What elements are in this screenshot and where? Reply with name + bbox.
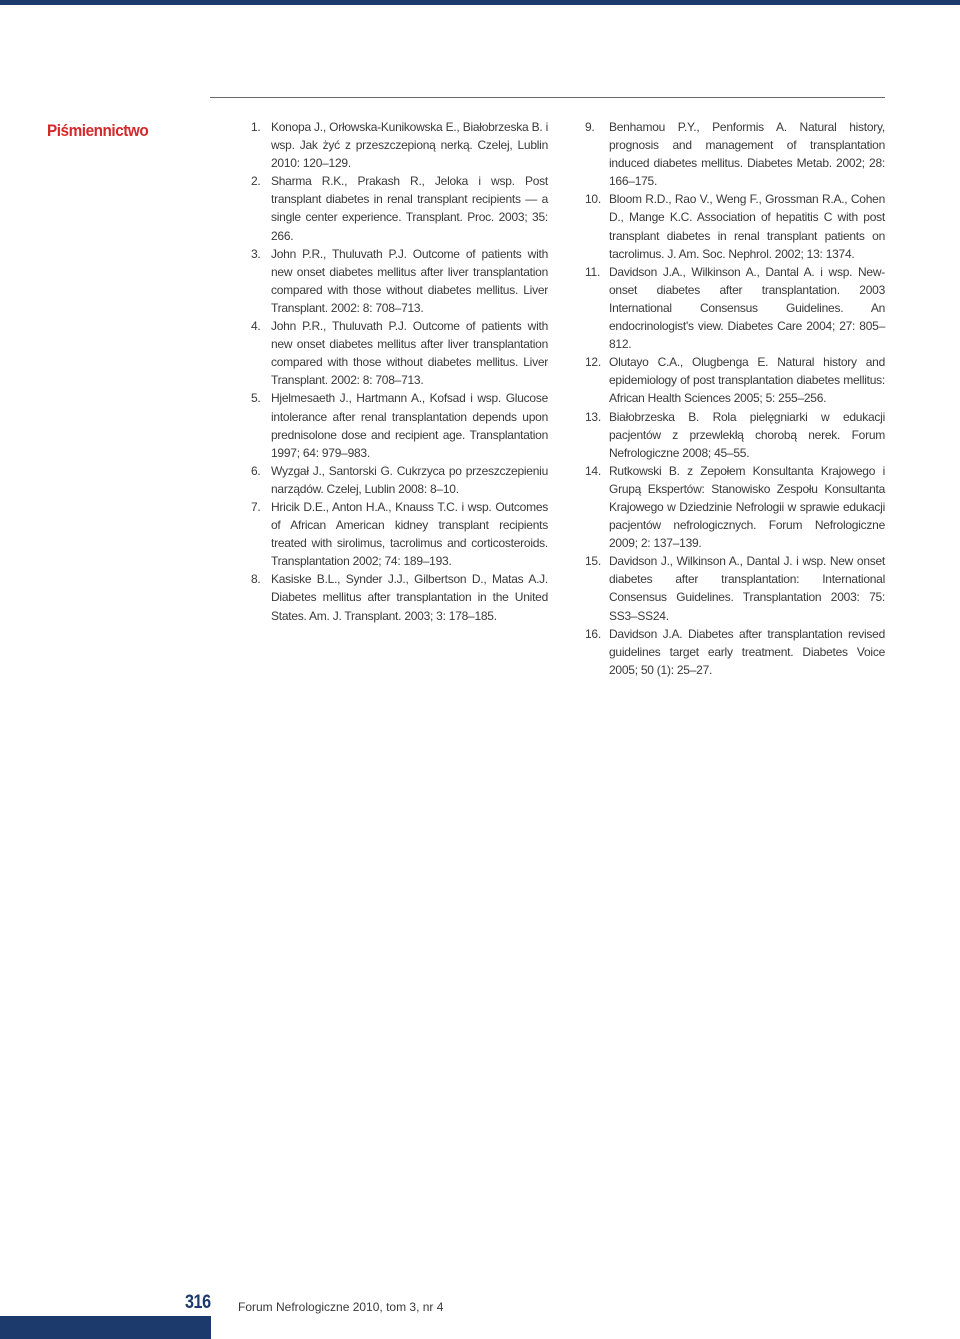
footer-color-bar xyxy=(0,1316,211,1339)
reference-number: 10. xyxy=(585,192,601,207)
reference-number: 16. xyxy=(585,626,601,641)
reference-text: Hjelmesaeth J., Hartmann A., Kofsad i wsp. Glucose intolerance after renal transplantation depends upon prednisolone dose and recipient age. Transplantation 1997; 64: 979–983. xyxy=(271,391,548,460)
reference-number: 9. xyxy=(585,120,595,134)
reference-item-9 xyxy=(585,118,885,190)
reference-text: Olutayo C.A., Olugbenga E. Natural history and epidemiology of post transplantation diabetes mellitus: African Health Sciences 2005; 5: 255–256. xyxy=(609,355,885,406)
reference-number: 11. xyxy=(585,264,601,279)
header-rule xyxy=(210,97,885,98)
reference-number: 5. xyxy=(251,391,261,406)
reference-item-15 xyxy=(585,552,885,624)
reference-item-4 xyxy=(251,317,548,389)
reference-item-12 xyxy=(585,353,885,407)
reference-item-16 xyxy=(585,625,885,679)
reference-item-8 xyxy=(251,570,548,624)
reference-number: 15. xyxy=(585,554,601,569)
reference-item-1 xyxy=(251,118,548,172)
reference-item-14 xyxy=(585,462,885,552)
reference-number: 7. xyxy=(251,499,261,514)
reference-item-6 xyxy=(251,462,548,498)
reference-text: Benhamou P.Y., Penformis A. Natural history, prognosis and management of transplantation induced diabetes mellitus. Diabetes Metab. 2002; 28: 166–175. xyxy=(609,120,885,189)
reference-item-5 xyxy=(251,389,548,461)
reference-text: John P.R., Thuluvath P.J. Outcome of patients with new onset diabetes mellitus after liver transplantation compared with those without diabetes mellitus. Liver Transplant. 2002: 8: 708–713. xyxy=(271,246,548,315)
reference-number: 6. xyxy=(251,463,261,478)
page-number: 316 xyxy=(185,1292,211,1313)
reference-number: 1. xyxy=(251,120,261,134)
references-column-left xyxy=(251,118,548,625)
reference-item-3 xyxy=(251,245,548,317)
reference-text: John P.R., Thuluvath P.J. Outcome of patients with new onset diabetes mellitus after liver transplantation compared with those without diabetes mellitus. Liver Transplant. 2002: 8: 708–713. xyxy=(271,319,548,388)
reference-number: 4. xyxy=(251,319,261,334)
section-heading: Piśmiennictwo xyxy=(47,121,149,140)
reference-text: Bloom R.D., Rao V., Weng F., Grossman R.A., Cohen D., Mange K.C. Association of hepatitis C with post transplant diabetes in renal transplant patients on tacrolimus. J. Am. Soc. Nephrol. 2002; 13: 1374. xyxy=(609,192,885,261)
reference-text: Hricik D.E., Anton H.A., Knauss T.C. i wsp. Outcomes of African American kidney transplant recipients treated with sirolimus, tacrolimus and corticosteroids. Transplantation 2002; 74: 189–193. xyxy=(271,499,548,569)
references-column-right xyxy=(585,118,885,679)
reference-text: Davidson J., Wilkinson A., Dantal J. i wsp. New onset diabetes after transplantation: International Consensus Guidelines. Transplantation 2003: 75: SS3–SS24. xyxy=(609,554,885,623)
reference-item-7 xyxy=(251,498,548,570)
reference-number: 2. xyxy=(251,174,261,189)
reference-text: Sharma R.K., Prakash R., Jeloka i wsp. Post transplant diabetes in renal transplant recipients — a single center experience. Transplant. Proc. 2003; 35: 266. xyxy=(271,174,548,243)
reference-item-13 xyxy=(585,408,885,462)
reference-item-2 xyxy=(251,172,548,244)
reference-number: 12. xyxy=(585,355,601,370)
reference-item-10 xyxy=(585,190,885,262)
journal-footer: Forum Nefrologiczne 2010, tom 3, nr 4 xyxy=(238,1300,444,1314)
reference-number: 8. xyxy=(251,572,261,587)
reference-text: Konopa J., Orłowska-Kunikowska E., Białobrzeska B. i wsp. Jak żyć z przeszczepioną nerką. Czelej, Lublin 2010: 120–129. xyxy=(271,120,548,171)
reference-text: Wyzgał J., Santorski G. Cukrzyca po przeszczepieniu narządów. Czelej, Lublin 2008: 8–10. xyxy=(271,463,548,496)
reference-number: 14. xyxy=(585,463,601,478)
top-color-bar xyxy=(0,0,960,5)
reference-text: Kasiske B.L., Synder J.J., Gilbertson D., Matas A.J. Diabetes mellitus after transplantation in the United States. Am. J. Transplant. 2003; 3: 178–185. xyxy=(271,572,548,623)
reference-number: 13. xyxy=(585,409,601,424)
reference-text: Białobrzeska B. Rola pielęgniarki w edukacji pacjentów z przewlekłą chorobą nerek. Forum Nefrologiczne 2008; 45–55. xyxy=(609,409,885,460)
reference-text: Davidson J.A., Wilkinson A., Dantal A. i wsp. New-onset diabetes after transplantation. 2003 International Consensus Guidelines. An endocrinologist's view. Diabetes Care 2004; 27: 805–812. xyxy=(609,264,885,352)
reference-item-11 xyxy=(585,263,885,353)
reference-number: 3. xyxy=(251,246,261,261)
reference-text: Rutkowski B. z Zepołem Konsultanta Krajowego i Grupą Ekspertów: Stanowisko Zespołu Konsultanta Krajowego w Dziedzinie Nefrologii w sprawie edukacji pacjentów nefrologicznych. Forum Nefrologiczne 2009; 2: 137–139. xyxy=(609,463,885,551)
reference-text: Davidson J.A. Diabetes after transplantation revised guidelines target early treatment. Diabetes Voice 2005; 50 (1): 25–27. xyxy=(609,626,885,677)
